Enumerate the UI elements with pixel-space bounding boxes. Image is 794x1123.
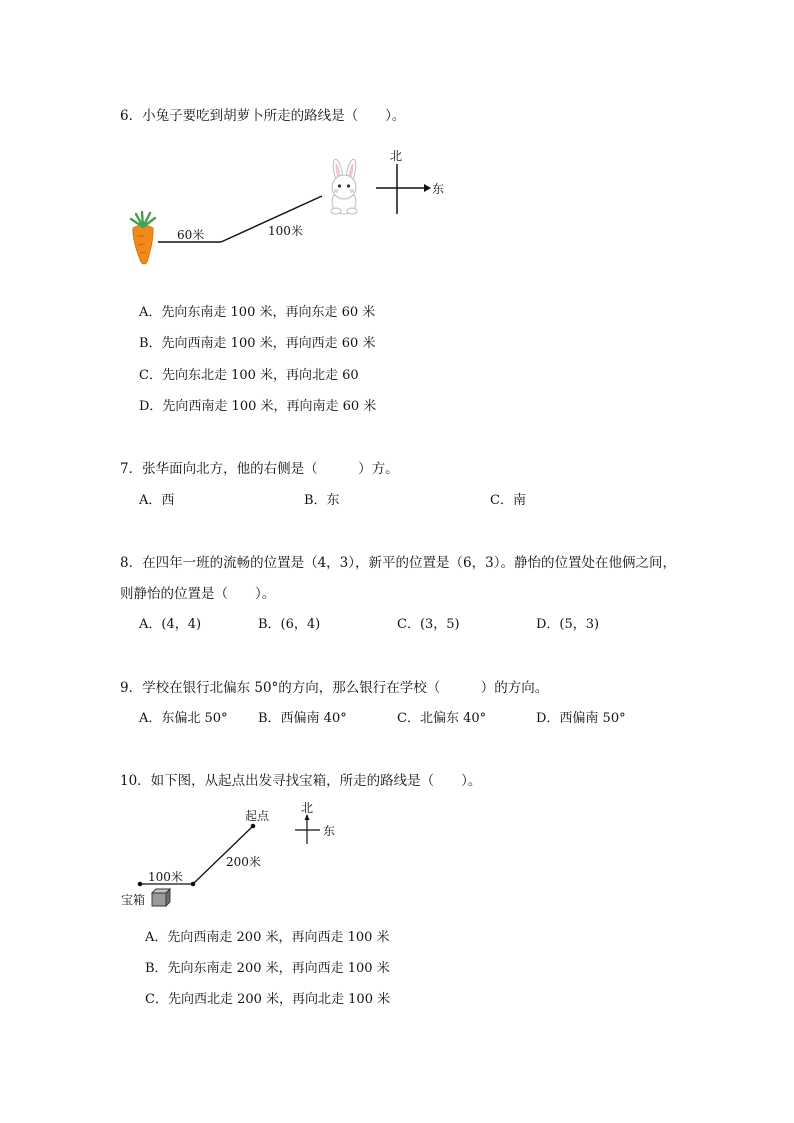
q9-option-b[interactable]: B．西偏南 40° <box>258 711 347 726</box>
treasure-box-icon <box>152 889 170 906</box>
treasure-label: 宝箱 <box>121 893 146 907</box>
start-label: 起点 <box>245 809 270 823</box>
end-point <box>138 882 143 887</box>
east-label: 东 <box>432 182 445 196</box>
question-8-stem-line1: 8．在四年一班的流畅的位置是（4，3），新平的位置是（6，3）。静怡的位置处在他俩之间， <box>120 555 676 571</box>
q6-option-a[interactable]: A．先向东南走 100 米，再向东走 60 米 <box>139 305 376 320</box>
question-7-stem: 7．张华面向北方，他的右侧是（ ）方。 <box>120 461 399 477</box>
q7-option-a[interactable]: A．西 <box>139 493 175 508</box>
q9-option-c[interactable]: C．北偏东 40° <box>397 711 487 726</box>
question-8-stem-line2: 则静怡的位置是（ ）。 <box>120 586 276 602</box>
q9-option-a[interactable]: A．东偏北 50° <box>139 711 228 726</box>
compass-icon-small <box>295 814 320 844</box>
question-9-stem: 9．学校在银行北偏东 50°的方向，那么银行在学校（ ）的方向。 <box>120 680 549 696</box>
q10-option-c[interactable]: C．先向西北走 200 米，再向北走 100 米 <box>145 992 391 1007</box>
q8-option-a[interactable]: A．(4，4) <box>139 617 202 632</box>
q9-option-d[interactable]: D．西偏南 50° <box>536 711 626 726</box>
q10-option-a[interactable]: A．先向西南走 200 米，再向西走 100 米 <box>145 930 390 945</box>
q7-option-c[interactable]: C．南 <box>490 493 526 508</box>
north-label: 北 <box>390 149 403 163</box>
q10-option-b[interactable]: B．先向东南走 200 米，再向西走 100 米 <box>145 961 390 976</box>
segment-label-200: 200米 <box>226 855 261 869</box>
q8-option-d[interactable]: D．(5，3) <box>536 617 600 632</box>
east-label-small: 东 <box>323 824 336 838</box>
q8-option-c[interactable]: C．(3，5) <box>397 617 460 632</box>
q8-option-b[interactable]: B．(6，4) <box>258 617 321 632</box>
q6-option-c[interactable]: C．先向东北走 100 米，再向北走 60 <box>139 368 359 383</box>
question-6-stem: 6．小兔子要吃到胡萝卜所走的路线是（ ）。 <box>120 108 406 124</box>
q6-option-b[interactable]: B．先向西南走 100 米，再向西走 60 米 <box>139 336 376 351</box>
segment-label-100: 100米 <box>148 870 183 884</box>
segment-label-100: 100米 <box>268 224 303 238</box>
question-10-stem: 10．如下图，从起点出发寻找宝箱，所走的路线是（ ）。 <box>120 773 482 789</box>
q6-option-d[interactable]: D．先向西南走 100 米，再向南走 60 米 <box>139 399 377 414</box>
segment-label-60: 60米 <box>177 228 205 242</box>
q7-option-b[interactable]: B．东 <box>304 493 340 508</box>
north-label-small: 北 <box>301 801 314 815</box>
